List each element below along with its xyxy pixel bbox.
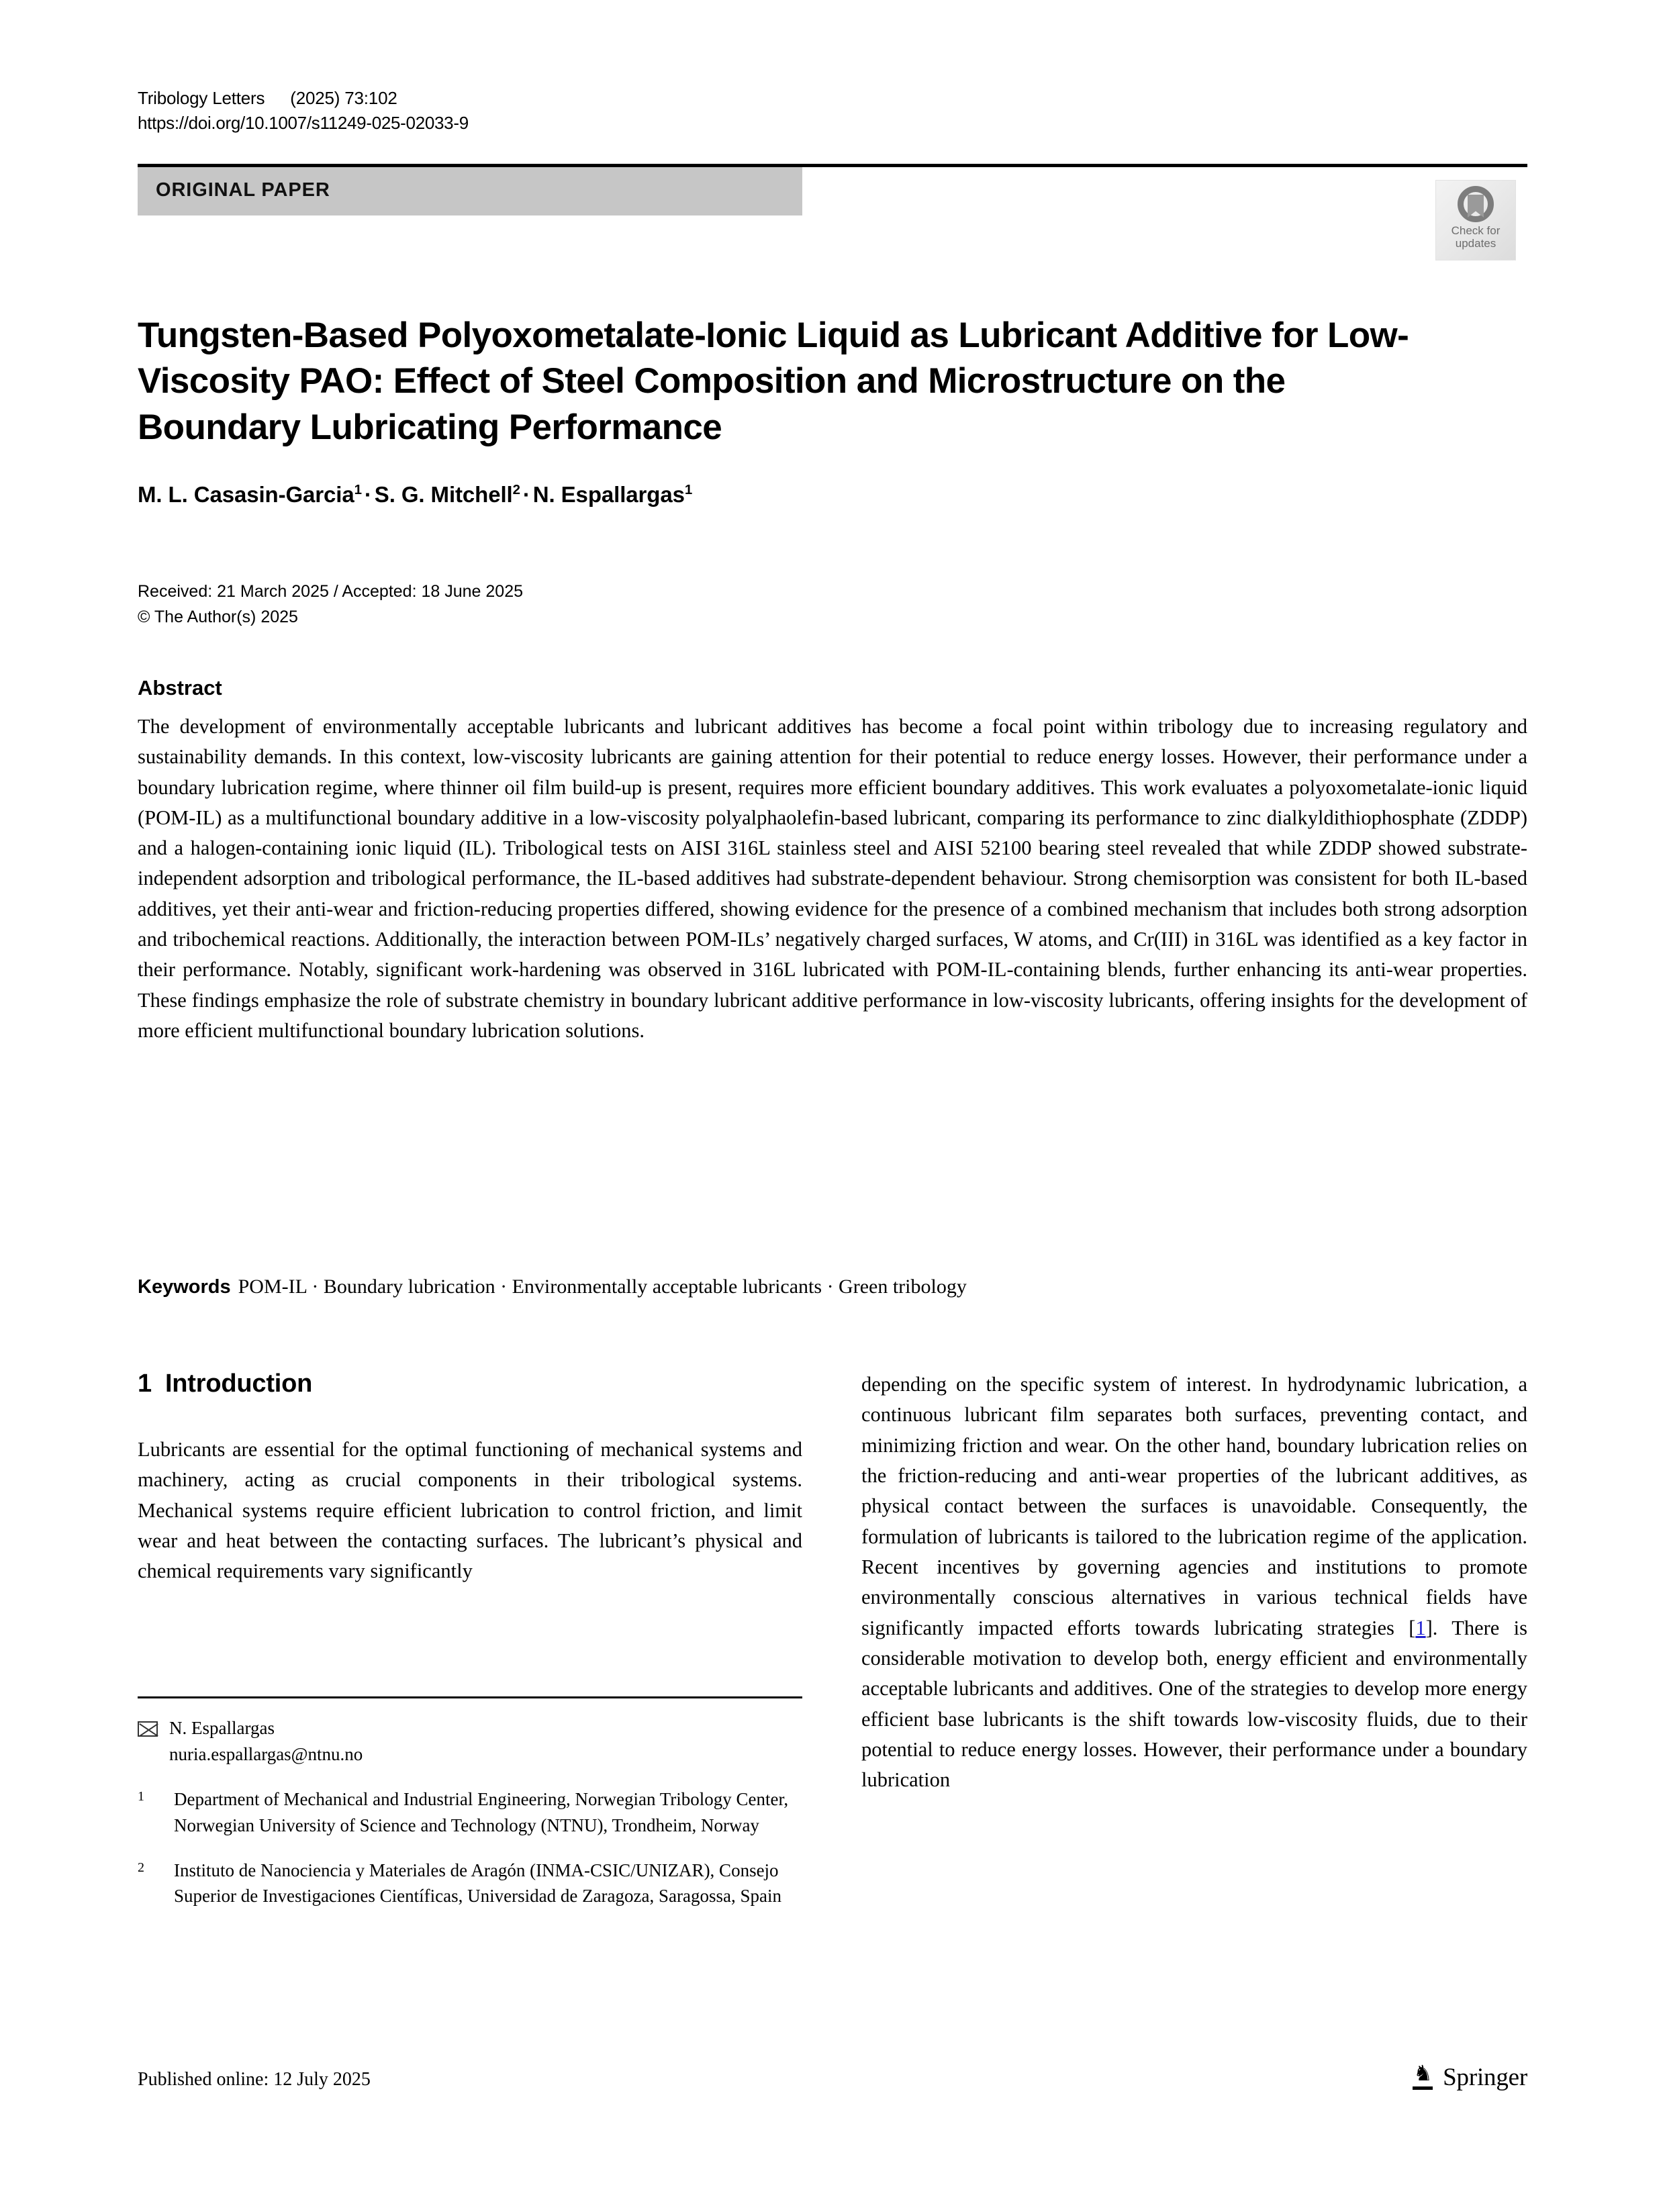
corresponding-author-details	[169, 1715, 802, 1768]
page-title: Tungsten-Based Polyoxometalate-Ionic Liquid as Lubricant Additive for Low-Viscosity PAO: Effect of Steel Composition and Microstructure on the Boundary Lubricating Performance	[138, 315, 1409, 448]
publisher-name: Springer	[1443, 2063, 1527, 2091]
journal-volume-info: (2025) 73:102	[290, 88, 397, 108]
springer-logo	[1412, 2062, 1527, 2092]
section-heading-introduction	[138, 1369, 802, 1398]
copyright-line: © The Author(s) 2025	[138, 608, 298, 626]
footnote-block	[138, 1715, 802, 1909]
author-name: S. G. Mitchell	[374, 482, 513, 507]
journal-header	[138, 86, 1078, 136]
paper-type-label: ORIGINAL PAPER	[156, 179, 330, 201]
knight-glyph: ♞	[1413, 2060, 1433, 2086]
envelope-icon	[138, 1721, 158, 1737]
affiliation-text: Instituto de Nanociencia y Materiales de Aragón (INMA-CSIC/UNIZAR), Consejo Superior de Investigaciones Científicas, Universidad de Zaragoza, Saragossa, Spain	[174, 1860, 781, 1907]
section-number: 1	[138, 1369, 152, 1398]
journal-name: Tribology Letters	[138, 88, 265, 108]
introduction-paragraph-right	[861, 1369, 1527, 1796]
intro-right-text-part1: depending on the specific system of interest. In hydrodynamic lubrication, a continuous lubricant film separates both surfaces, preventing contact, and minimizing friction and wear. On the other hand, boundary lubrication relies on the friction-reducing and anti-wear properties of the lubricant additives, as physical contact between the surfaces is unavoidable. Consequently, the formulation of lubricants is tailored to the lubrication regime of the application. Recent incentives by governing agencies and institutions to promote environmentally conscious alternatives in various technical fields have significantly impacted efforts towards lubricating strategies [	[861, 1373, 1527, 1639]
footnote-divider-rule	[138, 1696, 802, 1698]
crossmark-label-line2: updates	[1455, 237, 1496, 250]
journal-title-line	[138, 86, 1078, 111]
keywords-values: POM-IL · Boundary lubrication · Environmentally acceptable lubricants · Green tribology	[238, 1276, 967, 1298]
corresponding-author-email[interactable]: nuria.espallargas@ntnu.no	[169, 1743, 363, 1764]
keywords-line	[138, 1272, 1527, 1302]
bookmark-icon	[1468, 195, 1484, 218]
author-affiliation-marker: 1	[684, 482, 693, 497]
affiliation-text: Department of Mechanical and Industrial Engineering, Norwegian Tribology Center, Norwegian University of Science and Technology (NTNU), Trondheim, Norway	[174, 1788, 789, 1835]
knight-base	[1413, 2086, 1433, 2090]
author-separator: ·	[364, 482, 372, 507]
section-title: Introduction	[164, 1369, 313, 1398]
body-column-right	[861, 1369, 1527, 1796]
author-name: M. L. Casasin-Garcia	[138, 482, 354, 507]
publication-dates	[138, 579, 1078, 630]
keywords-label: Keywords	[138, 1276, 231, 1298]
abstract-body: The development of environmentally acceptable lubricants and lubricant additives has become a focal point within tribology due to increasing regulatory and sustainability demands. In this context, low-viscosity lubricants are gaining attention for their potential to reduce energy losses. However, their performance under a boundary lubrication regime, where thinner oil film build-up is present, requires more efficient boundary additives. This work evaluates a polyoxometalate-ionic liquid (POM-IL) as a multifunctional boundary additive in a low-viscosity polyalphaolefin-based lubricant, comparing its performance to zinc dialkyldithiophosphate (ZDDP) and a halogen-containing ionic liquid (IL). Tribological tests on AISI 316L stainless steel and AISI 52100 bearing steel revealed that while ZDDP showed substrate-independent adsorption and tribological performance, the IL-based additives had substrate-dependent behaviour. Strong chemisorption was consistent for both IL-based additives, yet their anti-wear and friction-reducing properties differed, showing evidence for the presence of a combined mechanism that includes both strong adsorption and tribochemical reactions. Additionally, the interaction between POM-ILs’ negatively charged surfaces, W atoms, and Cr(III) in 316L was identified as a key factor in their performance. Notably, significant work-hardening was observed in 316L lubricated with POM-IL-containing blends, further enhancing its anti-wear properties. These findings emphasize the role of substrate chemistry in boundary lubricant additive performance in low-viscosity lubricants, offering insights for the development of more efficient multifunctional boundary lubrication solutions.	[138, 715, 1527, 1042]
published-online-date: Published online: 12 July 2025	[138, 2069, 371, 2090]
author-list	[138, 482, 1454, 508]
abstract-heading: Abstract	[138, 676, 222, 700]
affiliation-marker: 1	[138, 1788, 144, 1804]
author-affiliation-marker: 2	[512, 482, 520, 497]
crossmark-icon	[1458, 186, 1494, 222]
check-for-updates-badge[interactable]	[1435, 180, 1516, 260]
corresponding-author-name: N. Espallargas	[169, 1718, 275, 1738]
crossmark-label	[1452, 224, 1501, 250]
received-accepted-line: Received: 21 March 2025 / Accepted: 18 June 2025	[138, 582, 523, 601]
author-name: N. Espallargas	[532, 482, 685, 507]
corresponding-author-row	[138, 1715, 802, 1768]
crossmark-label-line1: Check for	[1451, 224, 1501, 237]
citation-link-1[interactable]: 1	[1415, 1616, 1426, 1639]
intro-right-text-part2: ]. There is considerable motivation to develop both, energy efficient and environmentally acceptable lubricants and additives. One of the strategies to develop more energy efficient base lubricants is the shift towards low-viscosity fluids, due to their potential to reduce energy losses. However, their performance under a boundary lubrication	[861, 1616, 1527, 1792]
body-column-left	[138, 1369, 802, 1587]
doi-link[interactable]: https://doi.org/10.1007/s11249-025-02033-9	[138, 112, 469, 133]
springer-knight-icon	[1412, 2062, 1435, 2092]
introduction-paragraph-left: Lubricants are essential for the optimal functioning of mechanical systems and machinery, acting as crucial components in their tribological systems. Mechanical systems require efficient lubrication to control friction, and limit wear and heat between the contacting surfaces. The lubricant’s physical and chemical requirements vary significantly	[138, 1438, 802, 1583]
author-separator: ·	[522, 482, 530, 507]
affiliation-row	[138, 1858, 802, 1910]
author-affiliation-marker: 1	[354, 482, 362, 497]
affiliation-marker: 2	[138, 1860, 144, 1875]
affiliation-row	[138, 1786, 802, 1839]
